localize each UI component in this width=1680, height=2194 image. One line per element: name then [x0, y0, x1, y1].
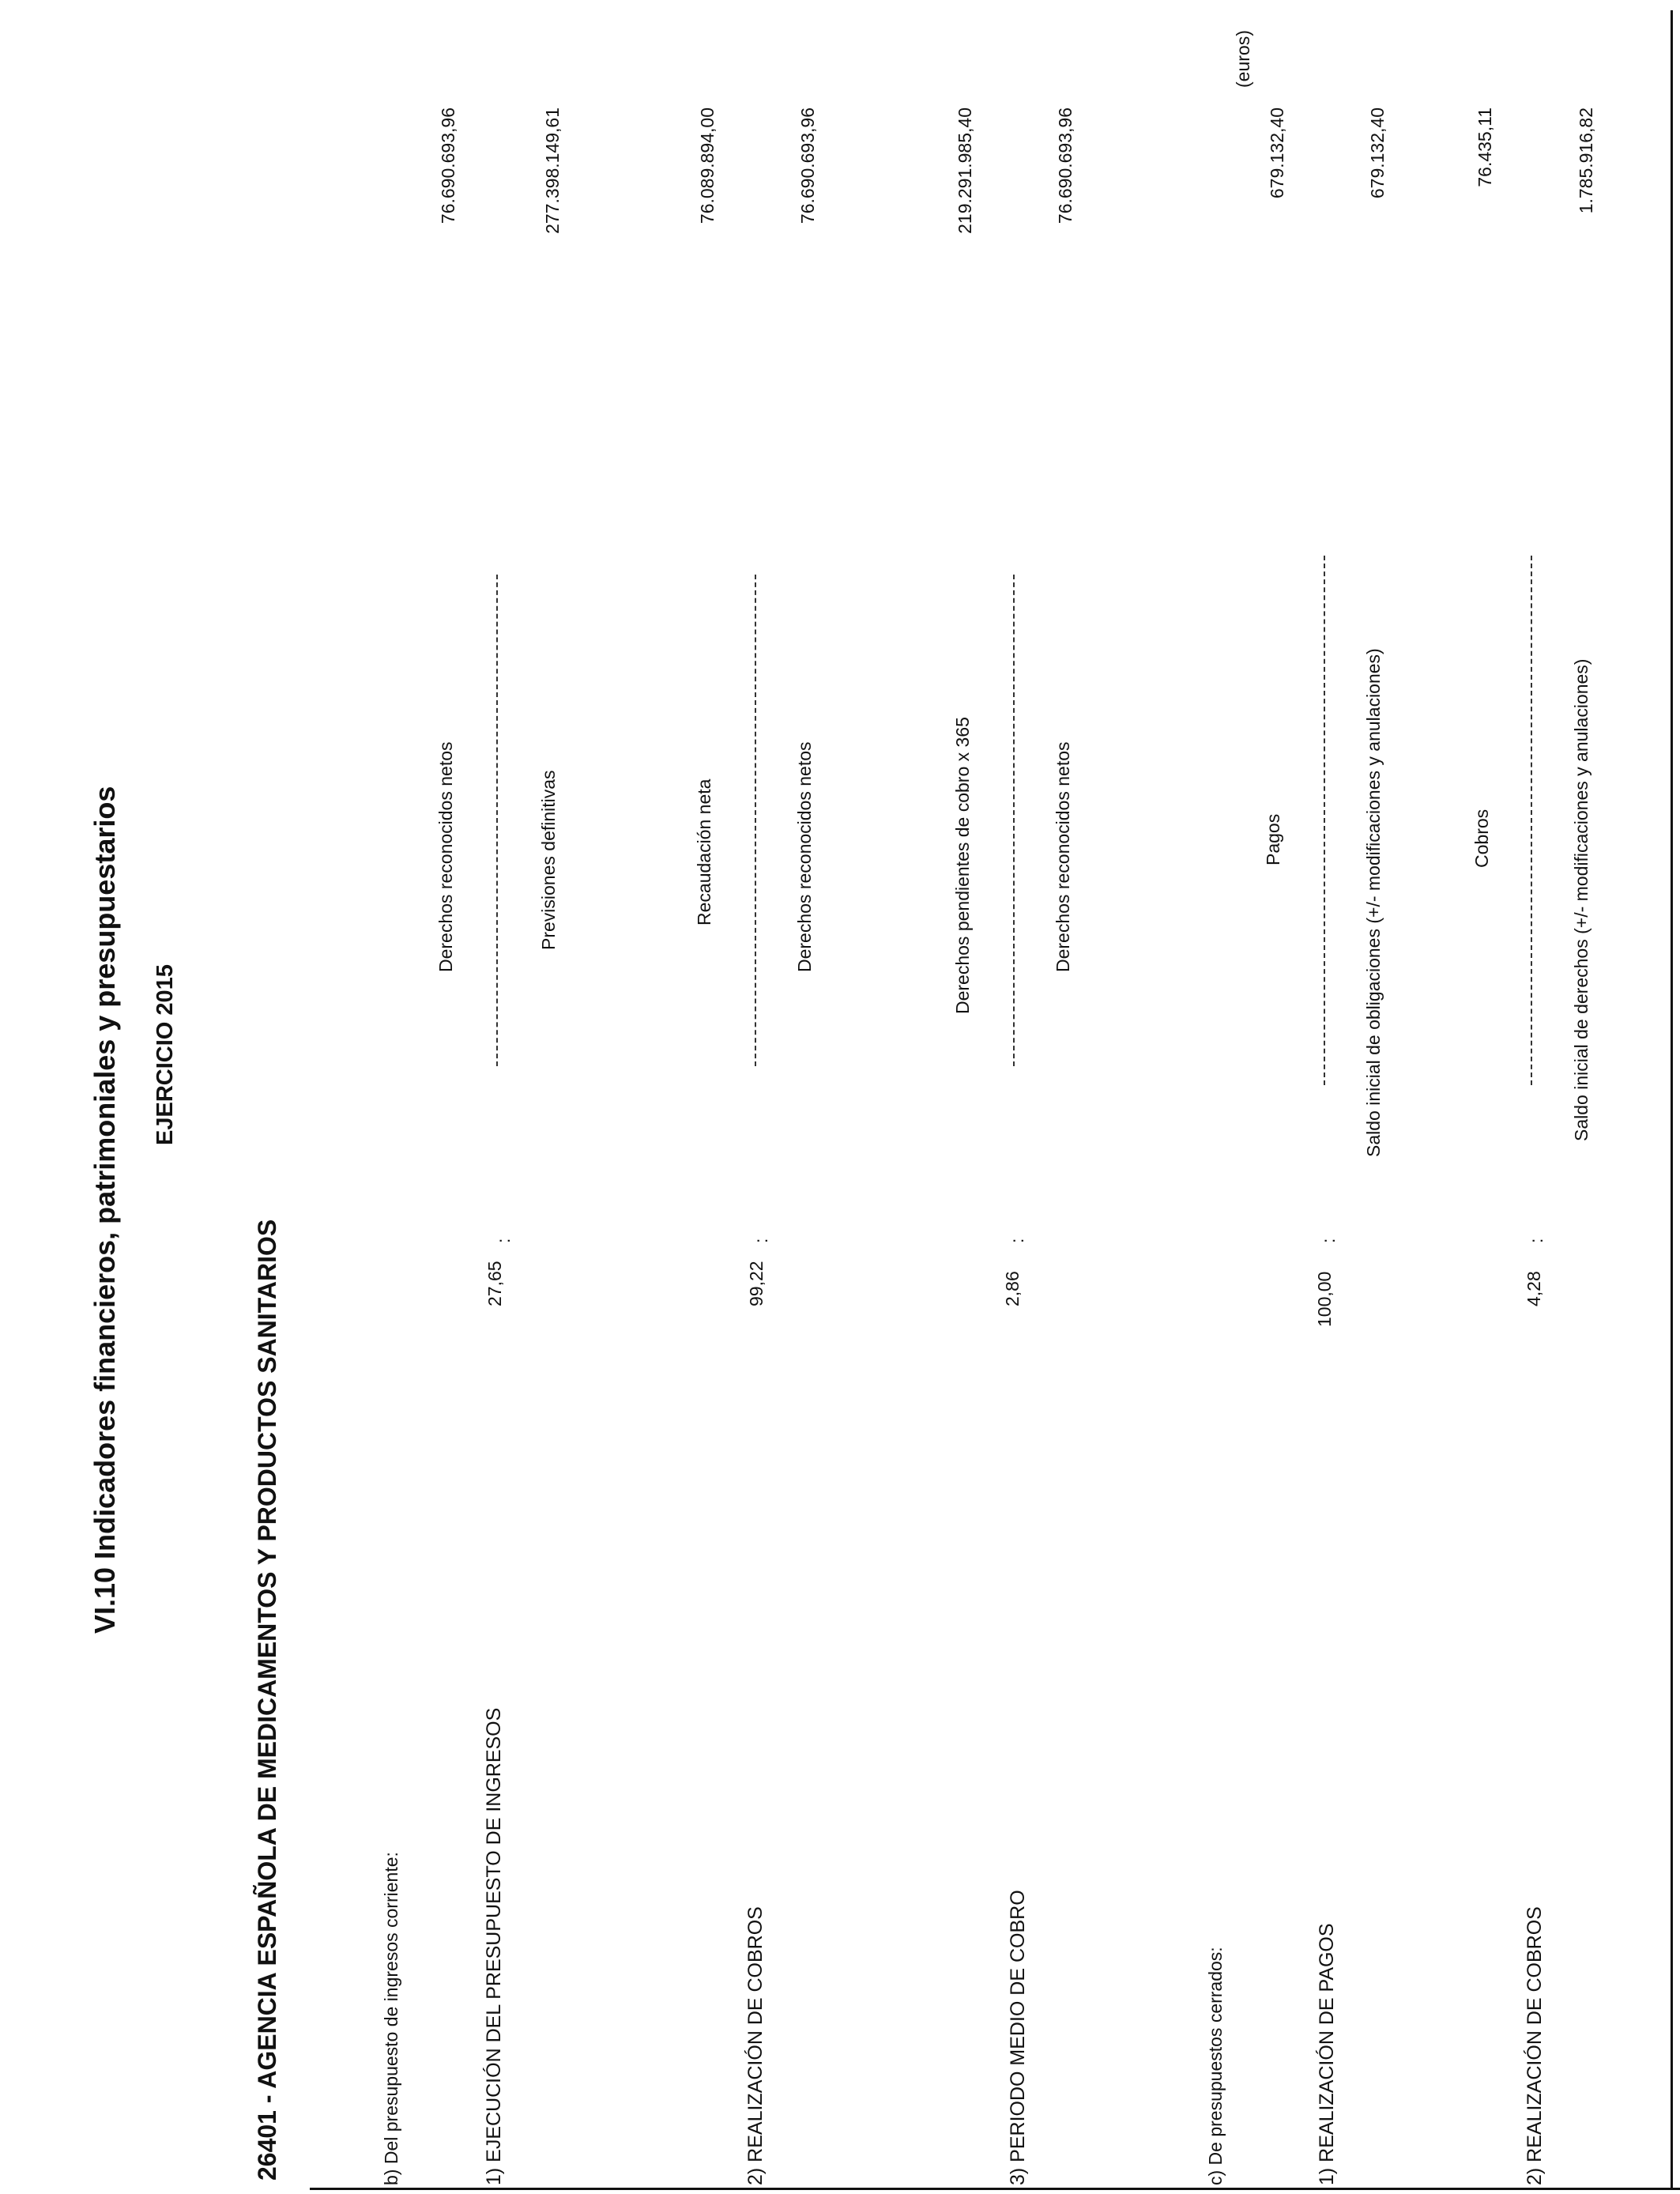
indicator-value: 27,65 — [484, 1261, 505, 1306]
report-title: VI.10 Indicadores financieros, patrimoniales y presupuestarios — [89, 786, 121, 1634]
denominator-label: Previsiones definitivas — [538, 770, 559, 950]
denominator-label: Derechos reconocidos netos — [1053, 741, 1073, 972]
fiscal-year: EJERCICIO 2015 — [153, 964, 178, 1145]
numerator-amount: 76.089.894,00 — [697, 107, 718, 224]
indicator-colon: : — [1526, 1238, 1546, 1243]
numerator-amount: 679.132,40 — [1267, 107, 1287, 199]
numerator-label: Cobros — [1471, 809, 1492, 868]
fraction-line — [496, 575, 498, 1066]
numerator-amount: 76.690.693,96 — [438, 107, 458, 224]
denominator-amount: 76.690.693,96 — [797, 107, 818, 224]
indicator-value: 4,28 — [1524, 1271, 1544, 1306]
section-b-heading: b) Del presupuesto de ingresos corriente: — [381, 1852, 401, 2185]
indicator-label: 2) REALIZACIÓN DE COBROS — [1524, 1906, 1546, 2185]
indicator-colon: : — [1318, 1238, 1339, 1243]
denominator-label: Saldo inicial de obligaciones (+/- modificaciones y anulaciones) — [1363, 648, 1384, 1157]
denominator-label: Saldo inicial de derechos (+/- modificaciones y anulaciones) — [1571, 658, 1591, 1141]
numerator-amount: 76.435,11 — [1475, 107, 1495, 187]
fraction-line — [755, 575, 756, 1066]
indicator-label: 2) REALIZACIÓN DE COBROS — [744, 1906, 767, 2185]
denominator-amount: 277.398.149,61 — [542, 107, 563, 234]
denominator-amount: 1.785.916,82 — [1576, 107, 1596, 214]
indicator-label: 3) PERIODO MEDIO DE COBRO — [1007, 1890, 1029, 2185]
unit-label: (euros) — [1233, 30, 1253, 88]
numerator-amount: 219.291.985,40 — [955, 107, 975, 234]
numerator-label: Derechos reconocidos netos — [435, 741, 456, 972]
fraction-line — [1531, 556, 1532, 1085]
numerator-label: Recaudación neta — [694, 778, 714, 925]
denominator-amount: 679.132,40 — [1367, 107, 1388, 199]
indicator-colon: : — [1007, 1238, 1027, 1243]
section-c-heading: c) De presupuestos cerrados: — [1205, 1947, 1226, 2185]
indicator-value: 100,00 — [1314, 1271, 1335, 1327]
indicator-value: 2,86 — [1002, 1271, 1023, 1306]
left-vertical-rule — [310, 2188, 1680, 2190]
top-horizontal-rule — [1671, 10, 1673, 2190]
numerator-label: Pagos — [1263, 813, 1283, 865]
numerator-label: Derechos pendientes de cobro x 365 — [952, 717, 973, 1014]
fraction-line — [1324, 556, 1325, 1085]
fraction-line — [1013, 575, 1015, 1066]
denominator-amount: 76.690.693,96 — [1055, 107, 1075, 224]
denominator-label: Derechos reconocidos netos — [794, 741, 815, 972]
indicator-value: 99,22 — [746, 1261, 767, 1306]
indicator-colon: : — [751, 1238, 771, 1243]
indicator-label: 1) REALIZACIÓN DE PAGOS — [1316, 1923, 1338, 2185]
entity-name: 26401 - AGENCIA ESPAÑOLA DE MEDICAMENTOS Y PRODUCTOS SANITARIOS — [253, 1219, 281, 2181]
indicator-colon: : — [493, 1238, 514, 1243]
indicator-label: 1) EJECUCIÓN DEL PRESUPUESTO DE INGRESOS — [483, 1707, 505, 2185]
